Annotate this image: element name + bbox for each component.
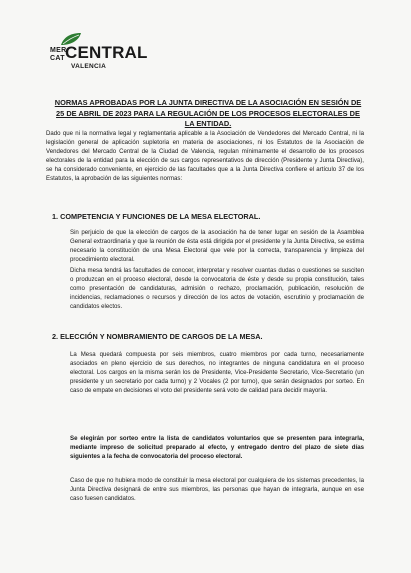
document-title: NORMAS APROBADAS POR LA JUNTA DIRECTIVA DE LA ASOCIACIÓN EN SESIÓN DE 25 DE ABRIL DE 2023 PARA LA REGULACIÓN DE LOS PROCESOS ELECTORALES DE LA ENTIDAD. — [54, 98, 362, 128]
intro-paragraph: Dado que ni la normativa legal y reglamentaria aplicable a la Asociación de Vendedores del Mercado Central, ni la legislación general de aplicación supletoria en materia de asociaciones, ni los Estatutos de la Asociación de Vendedores del Mercado Central de la Ciudad de Valencia, regulan mínimamente el desarrollo de los procesos electorales de la entidad para la elección de sus cargos representativos de dirección (Presidente y Junta Directiva), se ha considerado conveniente, en ejercicio de las facultades que a la Junta Directiva confiere el artículo 37 de los Estatutos, la aprobación de las siguientes normas: — [46, 130, 364, 183]
section-2-heading: 2. ELECCIÓN Y NOMBRAMIENTO DE CARGOS DE LA MESA. — [52, 332, 263, 341]
section-1-paragraph-1: Sin perjuicio de que la elección de cargos de la asociación ha de tener lugar en sesión de la Asamblea General extraordinaria y que la reunión de ésta está dirigida por el presidente y la Junta Directiva, se estima necesario la constitución de una Mesa Electoral que vele por la correcta, transparencia y limpieza del procedimiento electoral. — [70, 229, 364, 264]
section-2-paragraph-2: Se elegirán por sorteo entre la lista de candidatos voluntarios que se presenten para integrarla, mediante impreso de solicitud preparado al efecto, y entregado dentro del plazo de siete días siguientes a la fecha de convocatoria del proceso electoral. — [70, 435, 364, 461]
section-2-paragraph-3: Caso de que no hubiera modo de constituir la mesa electoral por cualquiera de los sistemas precedentes, la Junta Directiva designará de entre sus miembros, las personas que hayan de integrarla, aunque en ese caso fuesen candidatos. — [70, 477, 364, 503]
section-1-paragraph-2: Dicha mesa tendrá las facultades de conocer, interpretar y resolver cuantas dudas o cuestiones se susciten o produzcan en el proceso electoral, desde la convocatoria de éste y desde su propia constitución, tales como presentación de candidaturas, admisión o rechazo, proclamación, publicación, resolución de incidencias, reclamaciones o recursos y dirección de los actos de votación, escrutinio y proclamación de candidatos electos. — [70, 267, 364, 311]
logo-valencia: VALENCIA — [71, 63, 107, 70]
logo-mer: MER — [50, 47, 67, 54]
section-1-heading: 1. COMPETENCIA Y FUNCIONES DE LA MESA ELECTORAL. — [52, 212, 261, 221]
section-2-paragraph-1: La Mesa quedará compuesta por seis miembros, cuatro miembros por cada turno, necesariamente asociados en pleno ejercicio de sus derechos, no integrantes de ninguna candidatura en el proceso electoral. Los cargos en la misma serán los de Presidente, Vice-Presidente Secretario, Vice-Secretario (un presidente y un secretario por cada turno) y 2 Vocales (2 por turno), que serán designados por sorteo. En caso de empate en decisiones el voto del presidente será voto de calidad para decidir mayoría. — [70, 351, 364, 395]
logo-cat: CAT — [50, 55, 65, 62]
logo-central: CENTRAL — [65, 43, 148, 62]
mercat-central-logo — [48, 26, 148, 76]
